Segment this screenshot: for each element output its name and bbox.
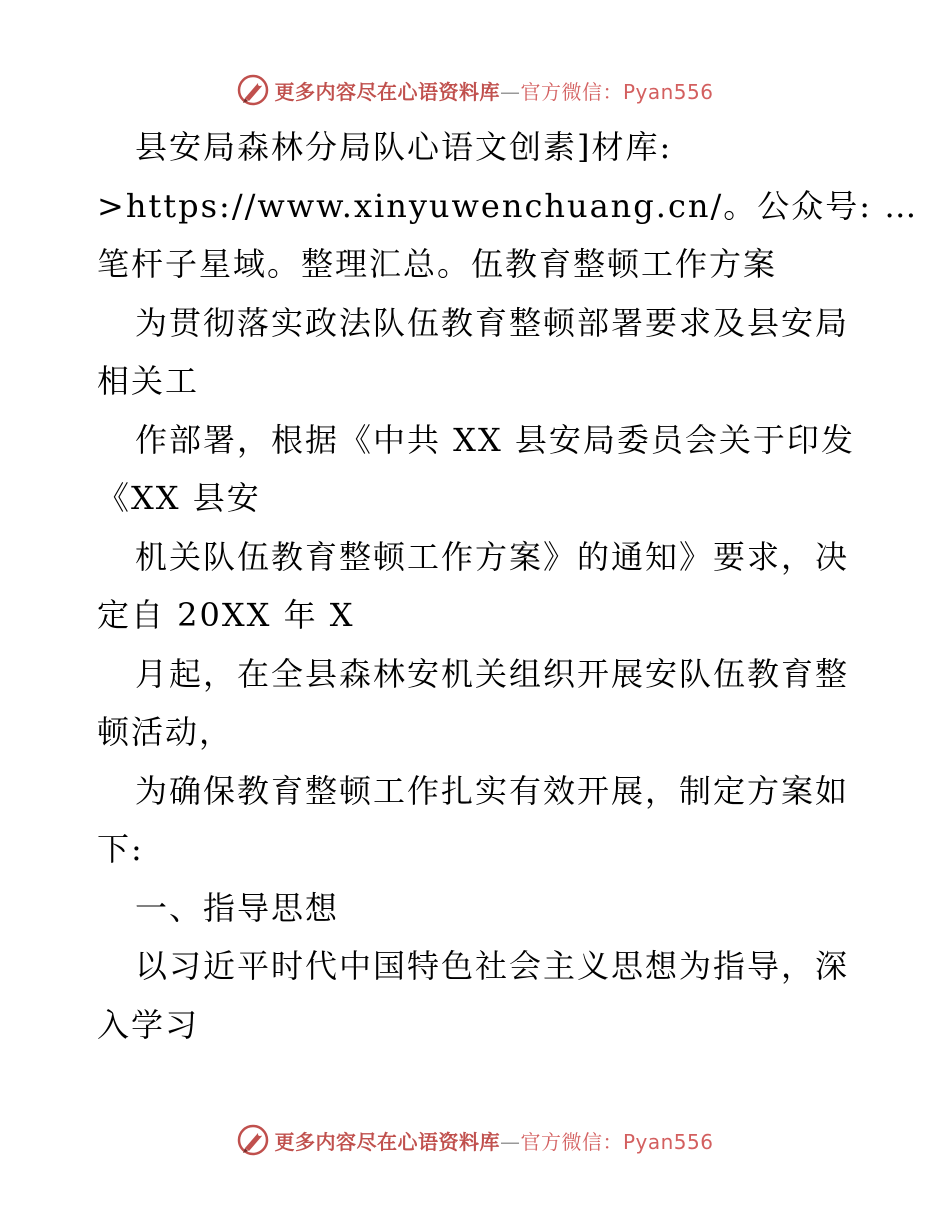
banner-main-text: 更多内容尽在心语资料库 — [274, 79, 500, 104]
pen-logo-icon — [236, 73, 270, 107]
text-line: 《XX 县安 — [97, 479, 261, 517]
text-line: 县安局森林分局队心语文创素]材库: — [135, 128, 673, 166]
header-watermark — [0, 70, 950, 110]
text-line: 机关队伍教育整顿工作方案》的通知》要求，决 — [135, 537, 850, 576]
banner-sub-text: 官方微信：Pyan556 — [520, 79, 714, 104]
banner-dash: — — [499, 79, 521, 104]
text-line: 以习近平时代中国特色社会主义思想为指导，深 — [135, 947, 850, 985]
text-line: 入学习 — [97, 1005, 200, 1044]
document-body — [97, 118, 919, 1054]
text-line: 为确保教育整顿工作扎实有效开展，制定方案如 — [135, 771, 850, 810]
banner-main-text: 更多内容尽在心语资料库 — [274, 1129, 500, 1154]
banner-sub-text: 官方微信：Pyan556 — [520, 1129, 714, 1154]
text-line: 定自 20XX 年 X — [97, 596, 355, 634]
text-line: >https://www.xinyuwenchuang.cn/。公众号: … — [97, 186, 919, 225]
text-line: 下: — [97, 830, 144, 868]
pen-logo-icon — [236, 1123, 270, 1157]
text-line: 顿活动， — [97, 713, 234, 751]
section-heading: 一、指导思想 — [135, 888, 340, 927]
text-line: 笔杆子星域。整理汇总。伍教育整顿工作方案 — [97, 245, 778, 283]
text-line: 月起，在全县森林安机关组织开展安队伍教育整 — [135, 654, 850, 693]
footer-watermark — [0, 1120, 950, 1160]
text-line: 作部署，根据《中共 XX 县安局委员会关于印发 — [135, 420, 855, 459]
text-line: 相关工 — [97, 362, 200, 400]
text-line: 为贯彻落实政法队伍教育整顿部署要求及县安局 — [135, 303, 850, 342]
banner-dash: — — [499, 1129, 521, 1154]
